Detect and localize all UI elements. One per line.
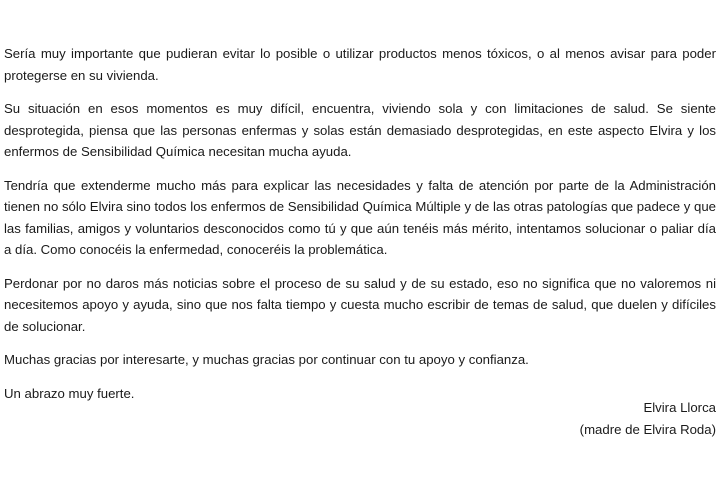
paragraph-apology: Perdonar por no daros más noticias sobre el proceso de su salud y de su estado, eso no significa que no valoremos ni necesitemos apoyo y ayuda, sino que nos falta tiempo y cuesta mucho escribir de temas de salud, que duelen y difíciles de solucionar. bbox=[4, 275, 716, 334]
paragraph-administration-needs: Tendría que extenderme mucho más para explicar las necesidades y falta de atención por parte de la Administración tienen no sólo Elvira sino todos los enfermos de Sensibilidad Química Múltiple y de las otras patologías que padece y que las familias, amigos y voluntarios desconocidos como tú y que aún tenéis más mérito, intentamos solucionar o paliar día a día. Como conocéis la enfermedad, conoceréis la problemática. bbox=[4, 177, 716, 257]
letter-body bbox=[4, 43, 716, 416]
paragraph-thanks: Muchas gracias por interesarte, y muchas gracias por continuar con tu apoyo y confianza. bbox=[4, 352, 529, 367]
paragraph-closing: Un abrazo muy fuerte. bbox=[4, 385, 135, 401]
paragraph-situation: Su situación en esos momentos es muy difícil, encuentra, viviendo sola y con limitaciones de salud. Se siente desprotegida, piensa que las personas enfermas y solas están demasiado desprotegidas, en este aspecto Elvira y los enfermos de Sensibilidad Química necesitan mucha ayuda. bbox=[4, 101, 716, 159]
signature-relation: (madre de Elvira Roda) bbox=[579, 421, 716, 437]
paragraph-avoid-toxic-products: Sería muy importante que pudieran evitar lo posible o utilizar productos menos tóxicos, o al menos avisar para poder protegerse en su vivienda. bbox=[4, 46, 716, 83]
signature-block bbox=[580, 397, 716, 440]
signature-name: Elvira Llorca bbox=[643, 400, 716, 415]
